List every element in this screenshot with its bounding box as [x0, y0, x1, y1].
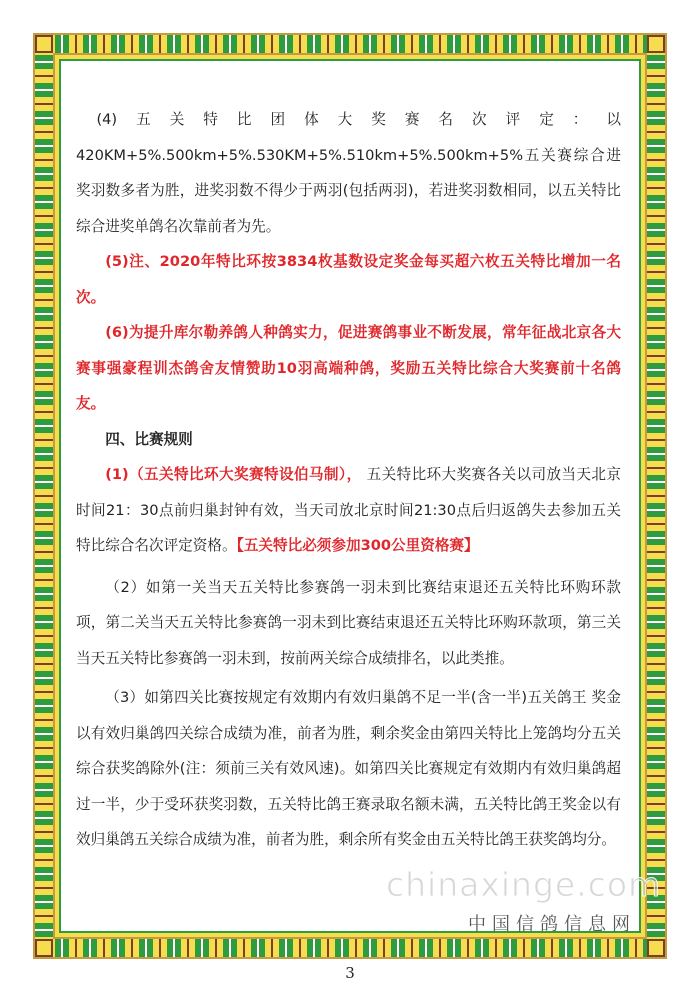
watermark-site-name: 中国信鸽信息网: [468, 914, 636, 935]
border-left: [35, 35, 53, 957]
border-right: [647, 35, 665, 957]
page-number: 3: [345, 964, 355, 982]
watermark-domain: chinaxinge.com: [386, 865, 662, 904]
rule-2: （2）如第一关当天五关特比参赛鸽一羽未到比赛结束退还五关特比环购环款项，第二关当天五关特比参赛鸽一羽未到比赛结束退还五关特比环购环款项，第三关当天五关特比参赛鸽一羽未到，按前两关综合成绩排名，以此类推。: [76, 578, 621, 667]
border-corner: [35, 35, 53, 53]
document-content: [76, 102, 621, 858]
paragraph-5: (5)注、2020年特比环按3834枚基数设定奖金每买超六枚五关特比增加一名次。: [76, 253, 621, 306]
border-corner: [647, 35, 665, 53]
section-heading: 四、比赛规则: [105, 430, 193, 448]
paragraph-6: (6)为提升库尔勒养鸽人种鸽实力，促进赛鸽事业不断发展，常年征战北京各大赛事强豪程训杰鸽舍友情赞助10羽高端种鸽，奖励五关特比综合大奖赛前十名鸽友。: [76, 324, 621, 412]
paragraph-4: (4)五关特比团体大奖赛名次评定：以420KM+5%.500km+5%.530KM+5%.510km+5%.500km+5%五关赛综合进奖羽数多者为胜，进奖羽数不得少于两羽(包括两羽)，若进奖羽数相同，以五关特比综合进奖单鸽名次靠前者为先。: [76, 111, 621, 235]
rule-3: （3）如第四关比赛按规定有效期内有效归巢鸽不足一半(含一半)五关鸽王 奖金以有效归巢鸽四关综合成绩为准，前者为胜，剩余奖金由第四关特比上笼鸽均分五关综合获奖鸽除外(注：须前三关有效风速)。如第四关比赛规定有效期内有效归巢鸽超过一半，少于受环获奖羽数，五关特比鸽王赛录取名额未满，五关特比鸽王奖金以有效归巢鸽五关综合成绩为准，前者为胜，剩余所有奖金由五关特比鸽王获奖鸽均分。: [76, 689, 621, 848]
rule-1-text: 五关特比环大奖赛各关以司放当天北京时间21：30点前归巢封钟有效，当天司放北京时间21:30点后归返鸽失去参加五关特比综合名次评定资格。: [76, 466, 621, 554]
rule-1: [76, 457, 621, 564]
border-corner: [647, 939, 665, 957]
rule-1-title: (1)（五关特比环大奖赛特设伯马制），: [105, 466, 362, 483]
rule-1-note: 【五关特比必须参加300公里资格赛】: [236, 537, 479, 554]
border-corner: [35, 939, 53, 957]
